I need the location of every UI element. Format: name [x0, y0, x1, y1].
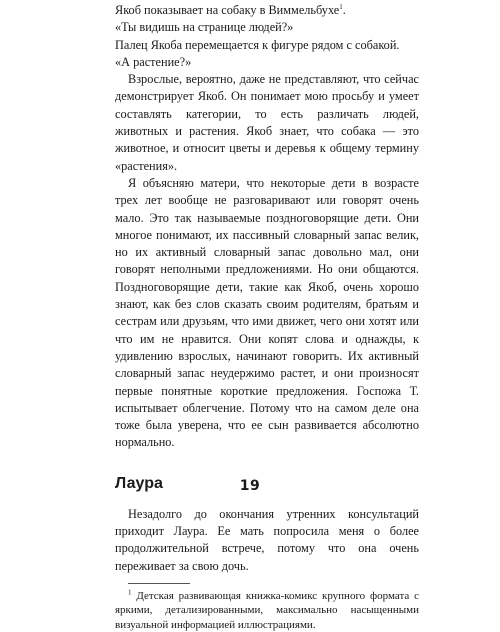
footnote	[115, 589, 419, 632]
narration-line: Палец Якоба перемещается к фигуре рядом с собакой.	[115, 37, 400, 52]
book-page	[115, 2, 419, 632]
opening-line-text: Якоб показывает на собаку в Виммельбухе	[115, 3, 340, 17]
body-paragraph: Взрослые, вероятно, даже не представляют, что сейчас демонстрирует Якоб. Он понимает мою просьбу и умеет составлять категории, то есть различать людей, животных и растения. Якоб знает, что собака — это животное, и относит цветы и деревья к общему термину «растения».	[115, 72, 419, 173]
section-heading: Лаура	[115, 474, 163, 492]
footnote-text: Детская развивающая книжка-комикс крупного формата с яркими, детализированными, максимально насыщенными визуальной информацией иллюстрациями.	[115, 589, 419, 631]
body-paragraph: Я объясняю матери, что некоторые дети в возрасте трех лет вообще не разговаривают или говорят очень мало. Это так называемые поздноговорящие дети. Они многое понимают, их пассивный словарный запас велик, но их активный словарный запас довольно мал, они говорят неполными предложениями. Но они общаются. Поздноговорящие дети, такие как Якоб, очень хорошо знают, как без слов сказать своим родителям, братьям и сестрам или друзьям, что ими движет, чего они хотят или что им не нравится. Они копят слова и однажды, к удивлению взрослых, начинают говорить. Их активный словарный запас неудержимо растет, и они произносят первые понятные короткие предложения. Госпожа Т. испытывает облегчение. Потому что на самом деле она тоже была уверена, что ее сын развивается абсолютно нормально.	[115, 175, 419, 450]
footnote-reference: 1	[339, 2, 343, 11]
opening-line-tail: .	[342, 3, 346, 17]
footnote-divider	[128, 583, 190, 584]
page-number: 19	[239, 478, 261, 494]
footnote-marker: 1	[128, 588, 132, 597]
dialogue-line: «Ты видишь на странице людей?»	[115, 20, 294, 35]
section-paragraph: Незадолго до окончания утренних консультаций приходит Лаура. Ее мать попросила меня о более продолжительной встрече, потому что она очень переживает за свою дочь.	[115, 506, 419, 573]
dialogue-line: «А растение?»	[115, 54, 192, 69]
opening-line	[115, 2, 419, 19]
